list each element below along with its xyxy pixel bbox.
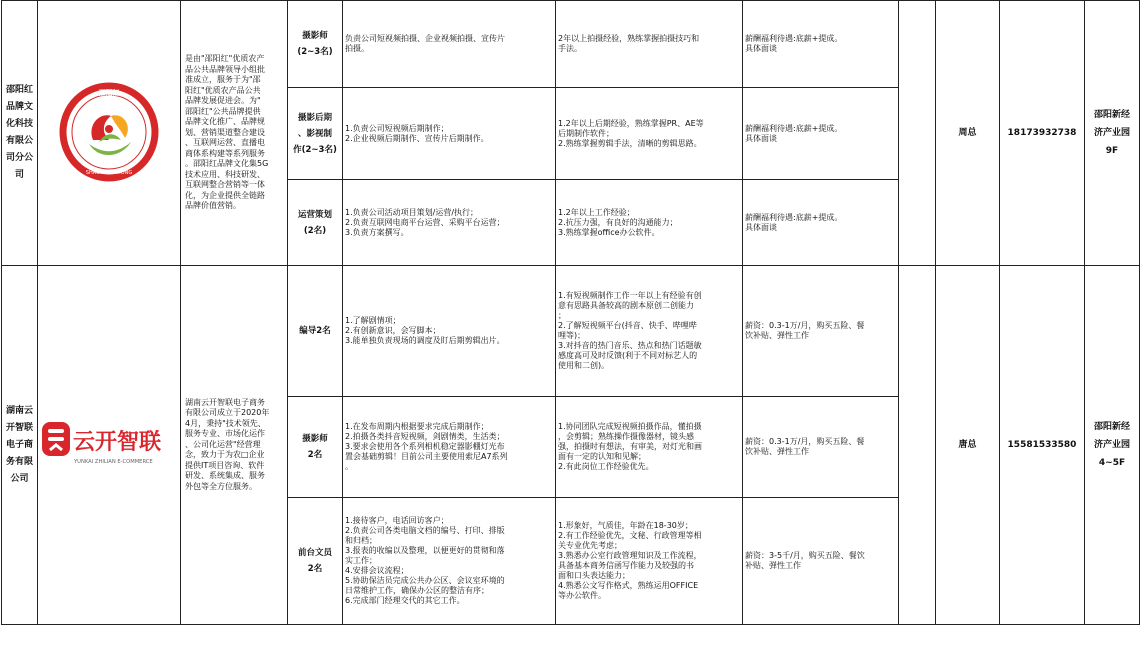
position-title-line: 2名 [307,450,323,460]
position-title-line: 摄影师 [302,31,328,41]
company-name-line: 品牌文 [5,102,33,112]
intro-line: 品牌发展促进会。为" [185,96,261,106]
requirement-cell [556,88,743,180]
intro-line: 化，为企业提供全链路 [185,190,265,200]
intro-line: 研发、系统集成、服务 [185,471,265,481]
requirement-cell [556,498,743,625]
requirement-line: 2.抗压力强，有良好的沟通能力； [558,217,678,227]
duty-line: 1.负责公司活动项目策划/运营/执行； [345,207,479,217]
position-title-cell [288,88,343,180]
salary-line: 具体面谈 [745,133,777,143]
company-name-line: 务有限 [5,456,33,467]
job-listing-table [1,0,1140,625]
company-name-line: 湖南云 [5,405,33,416]
duty-line: 2.有创新意识，会写脚本； [345,326,441,335]
intro-line: 品公共品牌领导小组批 [185,64,265,74]
requirement-line: 等办公软件。 [558,591,606,600]
requirement-line: 2.有工作经验优先，文秘、行政管理等相 [558,531,702,540]
position-title-line: (2名) [303,225,327,236]
duty-cell [343,180,556,266]
position-title-cell [288,1,343,88]
intro-line: 邵阳红"公共品牌提供 [185,106,261,116]
duty-line: 拍摄。 [345,44,369,53]
intro-line: 有限公司成立于2020年 [185,408,270,418]
duty-cell [343,88,556,180]
position-title-cell [288,397,343,498]
salary-line: 薪资：0.3-1万/月，购买五险、餐 [745,437,865,446]
duty-line: 负责公司短视频拍摄、企业视频拍摄、宣传片 [345,34,505,43]
position-title-cell [288,266,343,397]
intro-line: 4月，秉持"技术领先、 [185,418,266,428]
contact-phone: 18173932738 [1000,1,1085,266]
company-name-line: 开智联 [5,422,33,433]
requirement-line: 3.对抖音的热门音乐、热点和热门话题敏 [558,341,702,350]
intro-line: 技术应用、科技研发、 [185,169,265,179]
company-name-line: 司分公 [5,153,33,163]
company-name-cell [2,1,38,266]
requirement-line: 2.有此岗位工作经验优先。 [558,462,654,471]
empty-cell [899,266,936,625]
requirement-line: 手法。 [558,44,582,53]
salary-cell [743,397,899,498]
duty-line: 1.了解剧情项； [345,316,401,325]
salary-cell [743,266,899,397]
company-name-line: 电子商 [5,439,33,450]
duty-line: 。 [345,462,353,471]
company-address [1085,1,1140,266]
duty-cell [343,498,556,625]
salary-cell [743,1,899,88]
salary-cell [743,88,899,180]
address-line: 4~5F [1098,458,1126,468]
position-title-cell [288,498,343,625]
salary-line: 薪资：3-5千/月，购买五险、餐饮 [745,551,865,560]
intro-line: 外包等全方位服务。 [185,481,257,491]
position-title-line: 作(2~3名) [293,144,337,155]
address-line: 邵阳新经 [1093,110,1130,120]
requirement-cell [556,266,743,397]
requirement-line: 面和口头表达能力； [558,571,630,580]
requirement-line: 强，拍摄时有想法，有审美，对灯光和画 [558,442,702,451]
address-line: 济产业园 [1093,440,1130,450]
salary-line: 饮补贴、弹性工作 [745,447,809,456]
intro-line: 、互联网运营、直播电 [185,138,265,148]
salary-line: 补贴、弹性工作 [745,561,801,570]
company-address [1085,266,1140,625]
salary-line: 薪酬福利待遇:底薪+提成。 [745,123,843,133]
duty-line: 6.完成部门经理交代的其它工作。 [345,596,465,605]
requirement-line: 2年以上拍摄经验，熟练掌握拍摄技巧和 [558,34,700,43]
intro-line: 品牌价值营销。 [185,201,241,211]
requirement-line: 1.2年以上工作经验； [558,207,635,217]
address-line: 邵阳新经 [1093,422,1130,432]
logo-main-text: 云开智联 [73,429,162,455]
position-title-line: 、影视制 [297,128,332,139]
company-name-line: 有限公 [5,136,33,146]
duty-line: 3.能单独负责现场的调度及盯后期剪辑出片。 [345,336,505,345]
intro-line: 商体系构建等系列服务 [185,148,265,158]
duty-line: 2.负责公司各类电脑文档的编号、打印、排版 [345,526,505,535]
duty-line: 3.报表的收编以及整理，以便更好的贯彻和落 [345,546,505,555]
address-line: 济产业园 [1093,128,1130,138]
company-logo-cell [38,1,181,266]
position-title-line: 前台文员 [297,548,332,558]
requirement-line: 使用和二创)。 [558,361,610,370]
position-title-line: 编导2名 [299,326,331,336]
table-row [2,266,1140,397]
intro-line: 是由"邵阳红"优质农产 [185,54,265,64]
duty-line: 3.要求会使用各个系列相机稳定器影棚灯光布 [345,442,505,451]
position-title-line: 2名 [307,564,323,574]
salary-line: 薪酬福利待遇:底薪+提成。 [745,34,843,43]
logo-sub-text: YUNKAI ZHILIAN E-COMMERCE [74,458,153,465]
position-title-line: (2~3名) [297,47,333,57]
address-line: 9F [1105,146,1119,156]
requirement-line: 后期制作软件； [558,128,614,138]
requirement-line: 1.形象好，气质佳，年龄在18-30岁； [558,521,693,530]
company-name-line: 化科技 [5,119,33,129]
duty-cell [343,1,556,88]
intro-line: 、公司化运营"经营理 [185,439,261,449]
logo-bottom-text: SHAO YANG HONG [85,169,133,176]
duty-line: 5.协助保洁员完成公共办公区、会议室环境的 [345,576,505,585]
requirement-line: 3.熟练掌握office办公软件。 [558,227,660,237]
duty-line: 2.拍摄各类抖音短视频，剑剧情类，生活类； [345,432,505,441]
duty-line: 3.负责方案撰写。 [345,227,409,237]
position-title-line: 摄影师 [302,434,328,444]
intro-line: 。邵阳红品牌文化集5G [185,159,269,169]
duty-line: 实工作； [345,556,377,565]
requirement-cell [556,397,743,498]
requirement-cell [556,180,743,266]
salary-cell [743,498,899,625]
salary-line: 薪酬福利待遇:底薪+提成。 [745,212,843,222]
requirement-line: 具备基本商务信函写作能力及较强的书 [558,561,694,570]
shaoyanghong-logo [59,82,159,182]
company-name-line: 公司 [10,473,29,484]
intro-line: 提供IT项目咨询、软件 [185,460,265,470]
intro-line: 阳红"优质农产品公共 [185,85,261,95]
position-title-line: 运营策划 [297,209,332,220]
salary-line: 具体面谈 [745,44,777,53]
requirement-line: 2.了解短视频平台(抖音、快手、哔哩哔 [558,321,697,330]
duty-line: 置会基础剪辑！目前公司主要使用索尼A7系列 [345,452,508,461]
requirement-line: 意有思路具备较高的剧本原创二创能力 [558,301,694,310]
empty-cell [899,1,936,266]
intro-line: 互联网整合营销等一体 [185,180,265,190]
company-name-line: 邵阳红 [5,85,33,95]
position-title-cell [288,180,343,266]
salary-cell [743,180,899,266]
intro-line: 服务专业、市场化运作 [185,429,265,439]
requirement-line: 哩等)； [558,331,586,340]
requirement-line: 关专业优先考虑； [558,541,622,550]
intro-line: 湖南云开智联电子商务 [185,397,265,407]
requirement-line: 1.协同团队完成短视频拍摄作品，懂拍摄 [558,422,702,431]
requirement-line: 1.2年以上后期经验，熟练掌握PR、AE等 [558,118,704,128]
requirement-line: 面有一定的认知和见解； [558,452,646,461]
requirement-line: 2.熟练掌握剪辑手法，清晰的剪辑思路。 [558,138,702,148]
duty-line: 1.在发布周期内根据要求完成后期制作； [345,422,489,431]
requirement-line: 1.有短视频制作工作一年以上有经验有创 [558,291,702,300]
duty-cell [343,266,556,397]
salary-line: 具体面谈 [745,222,777,232]
company-intro-cell [181,266,288,625]
company-intro-cell [181,1,288,266]
company-logo-cell [38,266,181,625]
duty-cell [343,397,556,498]
duty-line: 1.接待客户，电话回访客户； [345,516,449,525]
contact-person: 周总 [936,1,1000,266]
requirement-line: 3.熟悉办公室行政管理知识及工作流程， [558,551,702,560]
yunkai-zhilian-logo [40,416,178,472]
logo-top-text: 邵阳红 [98,88,120,97]
company-name-line: 司 [14,170,24,180]
requirement-line: 感度高可及时反馈(利于不同对标艺人的 [558,351,698,360]
duty-line: 日常维护工作，确保办公区的整洁有序； [345,586,489,595]
requirement-line: 4.熟悉公文写作格式，熟练运用OFFICE [558,581,699,590]
duty-line: 4.安排会议流程； [345,566,409,575]
duty-line: 2.负责互联网电商平台运营、采购平台运营； [345,217,505,227]
company-name-cell [2,266,38,625]
contact-person: 唐总 [936,266,1000,625]
intro-line: 划、营销渠道整合建设 [185,127,265,137]
duty-line: 2.企业视频后期制作、宣传片后期制作。 [345,133,489,143]
duty-line: 和归档； [345,536,377,545]
salary-line: 饮补贴、弹性工作 [745,331,809,340]
position-title-line: 摄影后期 [297,112,332,123]
requirement-cell [556,1,743,88]
contact-phone: 15581533580 [1000,266,1085,625]
requirement-line: ，会剪辑；熟练操作摄像器材，镜头感 [558,432,694,441]
salary-line: 薪资：0.3-1万/月，购买五险、餐 [745,321,865,330]
intro-line: 念，致力于为农□企业 [185,450,265,460]
intro-line: 品牌文化推广、品牌规 [185,117,265,127]
duty-line: 1.负责公司短视频后期制作； [345,123,449,133]
requirement-line: ； [558,311,566,320]
table-row [2,1,1140,88]
intro-line: 准成立，服务于为"邵 [185,75,261,85]
